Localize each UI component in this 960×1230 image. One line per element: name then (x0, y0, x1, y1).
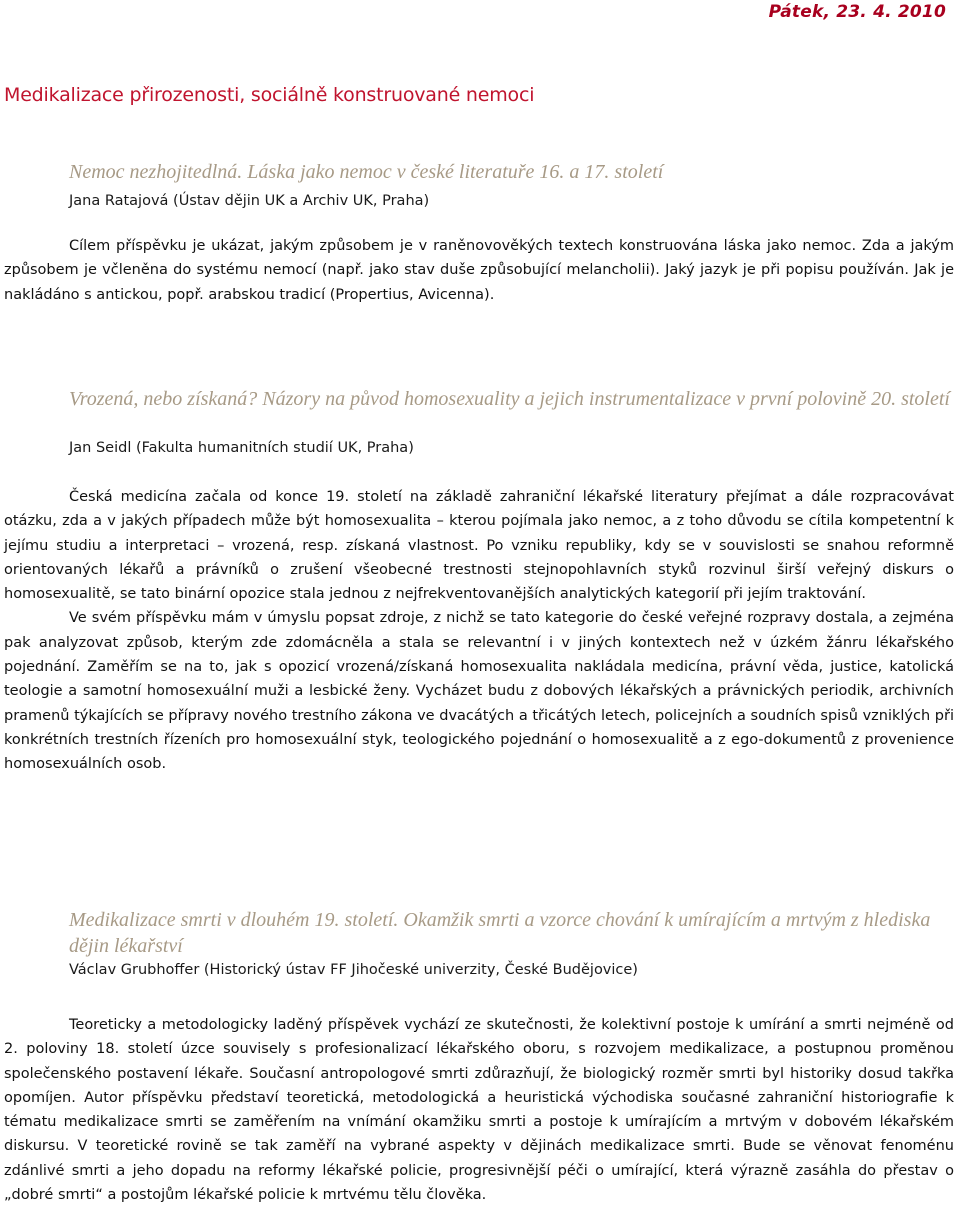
talk-author-2: Jan Seidl (Fakulta humanitních studií UK, Praha) (69, 440, 414, 456)
section-title: Medikalizace přirozenosti, sociálně konstruované nemoci (4, 84, 535, 106)
abstract-paragraph: Česká medicína začala od konce 19. století na základě zahraniční lékařské literatury přejímat a dále rozpracovávat otázku, zda a v jakých případech může být homosexualita – kterou pojímala jako nemoc, a z toho důvodu se cítila kompetentní k jejímu studiu a interpretaci – vrozená, resp. získaná vlastnost. Po vzniku republiky, kdy se v souvislosti se snahou reformně orientovaných lékařů a právníků o zrušení všeobecné trestnosti stejnopohlavních styků rozvinul širší veřejný diskurs o homosexualitě, se tato binární opozice stala jednou z nejfrekventovanějších analytických kategorií při jejím traktování. (4, 489, 954, 603)
abstract-paragraph: Ve svém příspěvku mám v úmyslu popsat zdroje, z nichž se tato kategorie do české veřejné rozpravy dostala, a zejména pak analyzovat způsob, kterým zde zdomácněla a stala se relevantní i v jiných kontextech než v úzkém žánru lékařského pojednání. Zaměřím se na to, jak s opozicí vrozená/získaná homosexualita nakládala medicína, právní věda, justice, katolická teologie a samotní homosexuální muži a lesbické ženy. Vycházet budu z dobových lékařských a právnických periodik, archivních pramenů týkajících se přípravy nového trestního zákona ve dvacátých a třicátých letech, policejních a soudních spisů vzniklých při konkrétních trestních řízeních pro homosexuální styk, teologického pojednání o homosexualitě a z ego-dokumentů z provenience homosexuálních osob. (4, 610, 954, 773)
page-date: Pátek, 23. 4. 2010 (768, 2, 946, 22)
talk-abstract-1 (4, 234, 954, 307)
talk-title-1: Nemoc nezhojitedlná. Láska jako nemoc v české literatuře 16. a 17. století (69, 161, 664, 183)
talk-author-3: Václav Grubhoffer (Historický ústav FF Jihočeské univerzity, České Budějovice) (69, 962, 638, 978)
talk-abstract-2 (4, 485, 954, 777)
talk-title-3: Medikalizace smrti v dlouhém 19. století. Okamžik smrti a vzorce chování k umírajícím a mrtvým z hlediska dějin lékařství (69, 909, 931, 957)
talk-abstract-3 (4, 1013, 954, 1207)
talk-author-1: Jana Ratajová (Ústav dějin UK a Archiv UK, Praha) (69, 193, 430, 209)
abstract-paragraph: Teoreticky a metodologicky laděný příspěvek vychází ze skutečnosti, že kolektivní postoje k umírání a smrti nejméně od 2. poloviny 18. století úzce souvisely s profesionalizací lékařského oboru, s rozvojem medikalizace, a postupnou proměnou společenského postavení lékaře. Současní antropologové smrti zdůrazňují, že biologický rozměr smrti byl historiky dosud takřka opomíjen. Autor příspěvku představí teoretická, metodologická a heuristická východiska současné zahraniční historiografie k tématu medikalizace smrti se zaměřením na vnímání okamžiku smrti a postoje k umírajícím a mrtvým v dobovém lékařském diskursu. V teoretické rovině se tak zaměří na vybrané aspekty v dějinách medikalizace smrti. Bude se věnovat fenoménu zdánlivé smrti a jeho dopadu na reformy lékařské policie, progresivnější péči o umírající, která výrazně zasáhla do přestav o „dobré smrti“ a postojům lékařské policie k mrtvému tělu člověka. (4, 1017, 954, 1204)
abstract-paragraph: Cílem příspěvku je ukázat, jakým způsobem je v raněnovověkých textech konstruována láska jako nemoc. Zda a jakým způsobem je včleněna do systému nemocí (např. jako stav duše způsobující melancholii). Jaký jazyk je při popisu používán. Jak je nakládáno s antickou, popř. arabskou tradicí (Propertius, Avicenna). (4, 238, 954, 303)
talk-title-2: Vrozená, nebo získaná? Názory na původ homosexuality a jejich instrumentalizace v první polovině 20. století (69, 388, 950, 410)
